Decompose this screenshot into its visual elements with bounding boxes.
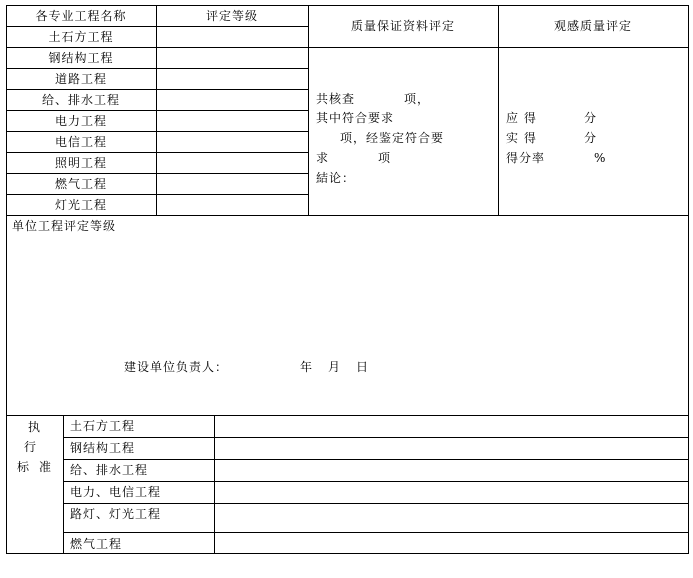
project-name: 给、排水工程 [41, 93, 120, 107]
header-project-name: 各专业工程名称 [35, 9, 127, 23]
grid-line [6, 152, 308, 153]
standards-label-char: 准 [39, 460, 53, 474]
grid-line [63, 437, 688, 438]
grid-line [6, 415, 688, 416]
grid-line [63, 459, 688, 460]
quality-checked-label: 共核查 [316, 92, 356, 106]
project-name: 电力工程 [54, 114, 107, 128]
header-quality-doc: 质量保证资料评定 [350, 19, 455, 33]
table-border [6, 5, 688, 6]
owner-signature-label: 建设单位负责人： [124, 360, 229, 374]
date-month-label: 月 [328, 360, 342, 374]
appearance-actual-unit: 分 [584, 131, 598, 145]
standard-item: 给、排水工程 [70, 463, 149, 477]
project-name: 燃气工程 [54, 177, 107, 191]
standards-label-char: 标 [17, 460, 31, 474]
quality-appraised-label: 项，经鉴定符合要 [340, 131, 445, 145]
quality-compliant-label: 其中符合要求 [316, 111, 395, 125]
project-name: 电信工程 [54, 135, 107, 149]
table-border [688, 5, 689, 554]
unit-grade-title: 单位工程评定等级 [12, 219, 117, 233]
project-name: 钢结构工程 [48, 51, 114, 65]
grid-line [6, 110, 308, 111]
project-name: 灯光工程 [54, 198, 107, 212]
table-border [6, 553, 688, 554]
standard-item: 电力、电信工程 [70, 485, 162, 499]
project-name: 道路工程 [54, 72, 107, 86]
grid-line [498, 5, 499, 215]
quality-requirement-label: 求 [316, 151, 330, 165]
quality-conclusion-label: 結论： [316, 171, 356, 185]
standards-label-char: 执 [28, 420, 42, 434]
header-appearance: 观感质量评定 [553, 19, 632, 33]
table-border [6, 5, 7, 554]
header-grade: 评定等级 [205, 9, 258, 23]
standard-item: 路灯、灯光工程 [70, 507, 162, 521]
appearance-rate-label: 得分率 [506, 151, 546, 165]
grid-line [308, 5, 309, 215]
grid-line [6, 68, 308, 69]
project-name: 照明工程 [54, 156, 107, 170]
grid-line [6, 47, 688, 48]
grid-line [63, 415, 64, 554]
grid-line [6, 131, 308, 132]
grid-line [6, 194, 308, 195]
standard-item: 燃气工程 [70, 537, 123, 551]
project-name: 土石方工程 [48, 30, 114, 44]
standard-item: 钢结构工程 [70, 441, 136, 455]
standards-label-char: 行 [24, 440, 38, 454]
date-day-label: 日 [356, 360, 370, 374]
appearance-expected-label: 应 得 [506, 111, 537, 125]
appearance-actual-label: 实 得 [506, 131, 537, 145]
appearance-rate-unit: % [594, 151, 607, 165]
date-year-label: 年 [300, 360, 314, 374]
grid-line [6, 173, 308, 174]
quality-requirement-unit: 项 [378, 151, 392, 165]
standard-item: 土石方工程 [70, 419, 136, 433]
quality-checked-unit: 项， [404, 92, 431, 106]
grid-line [63, 532, 688, 533]
grid-line [214, 415, 215, 554]
grid-line [6, 26, 308, 27]
grid-line [6, 89, 308, 90]
appearance-expected-unit: 分 [584, 111, 598, 125]
grid-line [63, 503, 688, 504]
grid-line [63, 481, 688, 482]
grid-line [6, 215, 688, 216]
